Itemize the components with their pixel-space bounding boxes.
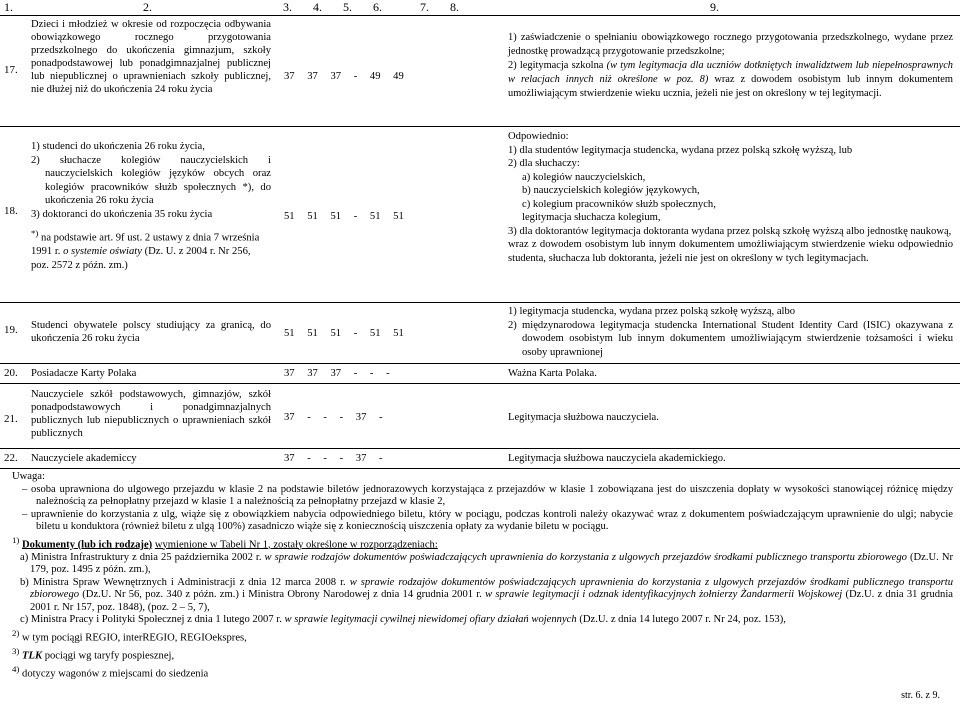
page-number: str. 6. z 9. [901, 690, 940, 701]
document-item: Odpowiednio: [508, 131, 569, 142]
row-number: 18. [4, 205, 18, 217]
footnote-mark: *) [31, 228, 39, 238]
document-item: 1) legitymacja studencka, wydana przez polską szkołę wyższą, albo [508, 306, 796, 317]
row-values: 37 37 37 - 49 49 [284, 71, 404, 82]
footnote-text: na podstawie art. 9f ust. 2 ustawy z dnia 7 września 1991 r. [31, 232, 260, 258]
regulation-source: a) Ministra Infrastruktury z dnia 25 października 2002 r. [20, 551, 262, 563]
document-item: b) nauczycielskich kolegiów językowych, [522, 185, 700, 196]
divider [0, 302, 960, 303]
regulation-title: w sprawie rodzajów dokumentów poświadczających uprawnienia do korzystania z ulgowych przejazdów środkami publicznego transportu zbiorowego [30, 576, 954, 601]
divider [0, 126, 960, 127]
row-documents: Legitymacja służbowa nauczyciela. [508, 412, 659, 423]
row-description: Studenci obywatele polscy studiujący za granicą, do ukończenia 26 roku życia [31, 320, 271, 344]
row-documents [508, 130, 953, 265]
document-item: c) kolegium pracowników służb społecznych, [522, 198, 716, 210]
footnote-1c [8, 614, 953, 627]
divider [0, 468, 960, 469]
note-text: osoba uprawniona do ulgowego przejazdu w klasie 2 na podstawie biletów jednorazowych korzystająca z przejazdów w klasie 1 zobowiązana jest do uiszczenia dopłaty w wysokości stanowiącej różnicę między należnością za pełnopłatny przejazd w klasie 1 a należnością za pełnopłatny przejazd w klasie 2, [31, 483, 953, 507]
bullet: – [22, 508, 28, 520]
document-item: 2) międzynarodowa legitymacja studencka International Student Identity Card (ISIC) okazywana z dowodem osobistym lub innym dokumentem umożliwiającym stwierdzenie tożsamości i wieku osoby uprawnionej [508, 319, 953, 358]
regulation-title: w sprawie legitymacji i odznak identyfikacyjnych żołnierzy Żandarmerii Wojskowej [485, 589, 843, 601]
regulation-source: c) Ministra Pracy i Polityki Społecznej z dnia 1 lutego 2007 r. [20, 614, 282, 626]
row-description: Posiadacze Karty Polaka [31, 368, 137, 379]
document-item: a) kolegiów nauczycielskich, [522, 171, 646, 183]
regulation-ref: (Dz.U. z dnia 14 lutego 2007 r. Nr 24, poz. 153), [579, 614, 786, 626]
col-header-8: 8. [450, 0, 459, 14]
document-item: 3) dla doktorantów legitymacja doktoranta wydana przez polską szkołę wyższą albo jednostkę naukową, [508, 225, 952, 237]
list-item: 3) doktoranci do ukończenia 35 roku życia [31, 208, 213, 220]
col-header-4: 4. [313, 0, 322, 14]
row-documents: Ważna Karta Polaka. [508, 368, 597, 379]
divider [0, 363, 960, 364]
row-values: 37 - - - 37 - [284, 453, 383, 464]
footnote-mark: 3) [12, 645, 20, 656]
footnote-text: w tym pociągi REGIO, interREGIO, REGIOekspres, [22, 632, 247, 644]
row-description: Nauczyciele szkół podstawowych, gimnazjów, szkół ponadpodstawowych i ponadgimnazjalnych publicznych lub niepublicznych o uprawnieniach szkół publicznych [31, 389, 271, 439]
list-item: 1) studenci do ukończenia 26 roku życia, [31, 141, 205, 152]
row-description: Dzieci i młodzież w okresie od rozpoczęcia odbywania obowiązkowego rocznego przygotowania przedszkolnego do ukończenia gimnazjum, szkoły ponadpodstawowej lub ponadgimnazjalnej publicznej lub niepublicznej o uprawnieniach szkoły publicznej, nie dłużej niż do ukończenia 24 roku życia [31, 19, 271, 95]
note-item [8, 509, 953, 534]
regulation-title: w sprawie rodzajów dokumentów poświadczających uprawnienia do korzystania z ulgowych przejazdów środkami publicznego transportu zbiorowego [264, 551, 907, 563]
train-category: TLK [22, 650, 43, 662]
bullet: – [22, 483, 28, 495]
col-header-3: 3. [283, 0, 292, 14]
row-values: 51 51 51 - 51 51 [284, 328, 404, 339]
row-description [31, 140, 271, 272]
row-documents [508, 31, 953, 101]
row-number: 19. [4, 324, 18, 336]
footnote-text: pociągi wg taryfy pospiesznej, [44, 650, 175, 662]
column-header-row [0, 0, 960, 14]
notes-section [8, 471, 953, 681]
footnote-title: o systemie oświaty [63, 246, 142, 258]
document-note: (w tym legitymacja dla uczniów dotkniętych inwalidztwem lub niepełnosprawnych w relacjach innych niż określone w poz. 8) [508, 60, 953, 85]
document-item: 2) dla słuchaczy: [508, 158, 580, 169]
regulation-source: b) Ministra Spraw Wewnętrznych i Administracji z dnia 12 marca 2008 r. [20, 576, 346, 588]
row-number: 22. [4, 452, 18, 464]
footnote-mark: 4) [12, 663, 20, 674]
divider [0, 448, 960, 449]
document-item: legitymacja słuchacza kolegium, [522, 212, 661, 223]
row-number: 21. [4, 413, 18, 425]
regulation-title: w sprawie legitymacji cywilnej niewidomej ofiary działań wojennych [284, 614, 577, 626]
notes-heading: Uwaga: [12, 471, 45, 482]
row-values: 37 37 37 - - - [284, 368, 390, 379]
row-values: 51 51 51 - 51 51 [284, 211, 404, 222]
col-header-2: 2. [143, 0, 152, 14]
footnote [31, 227, 271, 272]
row-description: Nauczyciele akademiccy [31, 453, 137, 464]
col-header-9: 9. [710, 0, 719, 14]
divider [0, 383, 960, 384]
footnote-1b [8, 577, 953, 615]
col-header-5: 5. [343, 0, 352, 14]
row-values: 37 - - - 37 - [284, 412, 383, 423]
footnote-mark: 2) [12, 627, 20, 638]
document-label: 2) legitymacja szkolna [508, 60, 604, 71]
footnote-3 [8, 645, 953, 663]
row-documents: Legitymacja służbowa nauczyciela akademickiego. [508, 453, 726, 464]
document-item: 1) dla studentów legitymacja studencka, wydana przez polską szkołę wyższą, lub [508, 144, 853, 156]
document-item [508, 59, 953, 101]
footnote-title: Dokumenty (lub ich rodzaje) [22, 539, 153, 551]
document-label: wraz z dowodem osobistym lub innym dokumentem umożliwiającym stwierdzenie wieku ucznia, jeżeli nie jest on określony w tej legitymacji. [508, 74, 953, 99]
regulation-ref: (Dz.U. Nr 179, poz. 1495 z późn. zm.), [30, 551, 954, 576]
col-header-7: 7. [420, 0, 429, 14]
row-number: 20. [4, 367, 18, 379]
footnote-2 [8, 627, 953, 645]
regulation-ref: (Dz.U. Nr 56, poz. 340 z późn. zm.) i Ministra Obrony Narodowej z dnia 14 grudnia 2001 r. [82, 589, 482, 601]
footnote-mark: 1) [12, 534, 20, 545]
footnote-4 [8, 663, 953, 681]
document-item: 1) zaświadczenie o spełnianiu obowiązkowego rocznego przygotowania przedszkolnego, wydane przez jednostkę prowadzącą przygotowanie przedszkolne; [508, 32, 953, 57]
footnote-text: wymienione w Tabeli Nr 1, zostały określone w rozporządzeniach: [154, 539, 438, 551]
regulation-ref: (Dz.U. z dnia 31 grudnia 2001 r. Nr 157, poz. 1848), (poz. 2 – 5, 7), [30, 589, 953, 613]
footnote-1a [8, 552, 953, 577]
list-item: 2) słuchacze kolegiów nauczycielskich i nauczycielskich kolegiów języków obcych oraz kolegiów pracowników służb społecznych *), do ukończenia 26 roku życia [31, 154, 271, 206]
footnote-1 [8, 534, 953, 552]
row-number: 17. [4, 64, 18, 76]
document-item: wraz z dowodem osobistym lub innym dokumentem umożliwiającym stwierdzenie wieku odpowiednio studenta, słuchacza lub doktoranta, jeżeli nie jest on określony w tych legitymacjach. [508, 239, 953, 264]
row-documents [508, 305, 953, 359]
note-text: uprawnienie do korzystania z ulg, wiąże się z obowiązkiem nabycia odpowiedniego biletu, który w pociągu, podczas kontroli należy okazywać wraz z dokumentem poświadczającym uprawnienie do ulgi; nabycie biletu u konduktora (również biletu z ulgą 100%) zasadniczo wiąże się z koniecznością uiszczenia opłaty za wydanie biletu w pociągu. [30, 508, 953, 532]
col-header-6: 6. [373, 0, 382, 14]
divider [0, 15, 960, 16]
note-item [8, 484, 953, 509]
footnote-text: (Dz. U. z 2004 r. Nr 256, poz. 2572 z późn. zm.) [31, 246, 251, 271]
col-header-1: 1. [4, 0, 13, 14]
footnote-text: dotyczy wagonów z miejscami do siedzenia [22, 668, 209, 680]
